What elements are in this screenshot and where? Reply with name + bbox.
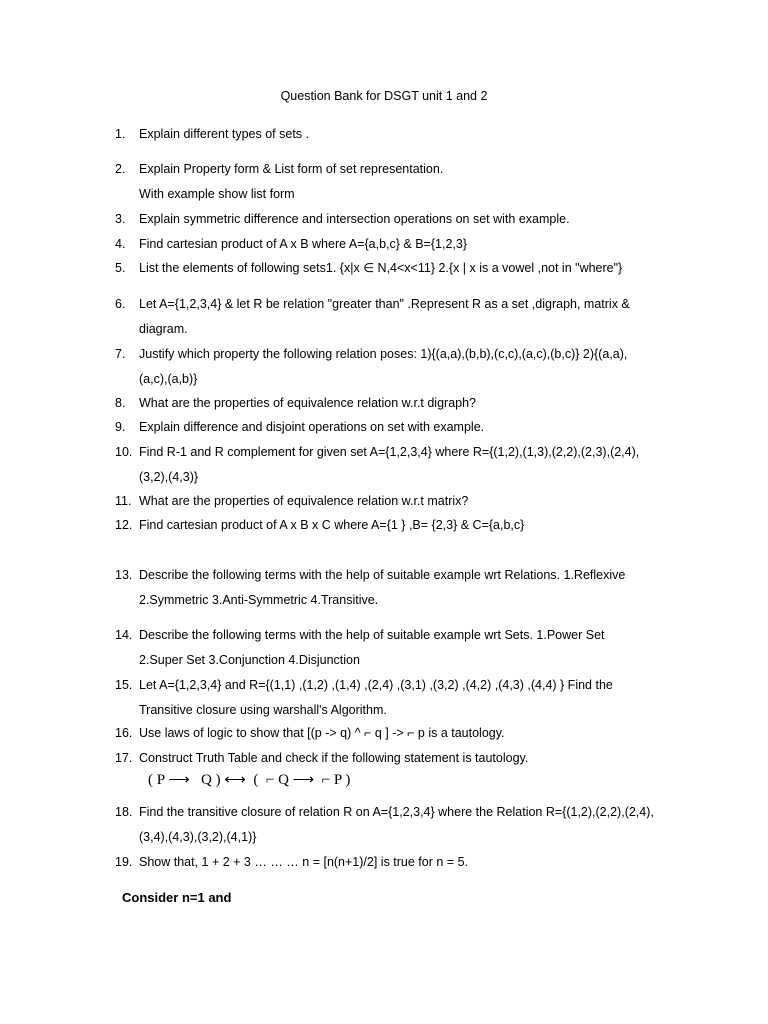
question-item — [115, 563, 675, 612]
question-item — [115, 489, 675, 514]
question-text — [139, 513, 675, 538]
question-item — [115, 513, 675, 538]
question-text — [139, 489, 675, 514]
question-number: 17. — [115, 751, 133, 765]
question-text — [139, 746, 675, 771]
question-line: Justify which property the following relation poses: 1){(a,a),(b,b),(c,c),(a,c),(b,c)} 2){(a,a), — [139, 347, 628, 361]
question-text — [139, 122, 675, 147]
question-line: (3,2),(4,3)} — [139, 469, 199, 484]
question-line: Explain difference and disjoint operations on set with example. — [139, 420, 485, 434]
question-number: 14. — [115, 628, 133, 642]
question-text — [139, 721, 675, 746]
question-item — [115, 721, 675, 746]
question-item — [115, 850, 675, 875]
question-line: 2.Super Set 3.Conjunction 4.Disjunction — [139, 652, 360, 667]
question-number: 5. — [115, 261, 126, 275]
question-number: 12. — [115, 518, 133, 532]
question-line: diagram. — [139, 321, 188, 336]
question-text — [139, 800, 675, 849]
question-item — [115, 623, 675, 672]
question-text — [139, 207, 675, 232]
question-item — [115, 415, 675, 440]
question-line: Explain symmetric difference and intersection operations on set with example. — [139, 212, 570, 226]
question-text — [139, 342, 675, 391]
question-number: 10. — [115, 445, 133, 459]
question-item — [115, 232, 675, 257]
question-line: Find the transitive closure of relation R on A={1,2,3,4} where the Relation R={(1,2),(2,2),(2,4), — [139, 805, 654, 819]
question-number: 4. — [115, 237, 126, 251]
question-number: 16. — [115, 726, 133, 740]
question-text — [139, 256, 675, 281]
question-number: 3. — [115, 212, 126, 226]
question-number: 9. — [115, 420, 126, 434]
question-line: Show that, 1 + 2 + 3 … … … n = [n(n+1)/2] is true for n = 5. — [139, 855, 468, 869]
question-number: 6. — [115, 297, 126, 311]
question-line: With example show list form — [139, 186, 295, 201]
question-text — [139, 850, 675, 875]
question-number: 8. — [115, 396, 126, 410]
question-item — [115, 292, 675, 341]
question-line: What are the properties of equivalence relation w.r.t matrix? — [139, 494, 469, 508]
question-line: Describe the following terms with the help of suitable example wrt Sets. 1.Power Set — [139, 628, 605, 642]
question-item — [115, 391, 675, 416]
question-text — [139, 563, 675, 612]
question-text — [139, 232, 675, 257]
question-line: Explain Property form & List form of set representation. — [139, 162, 444, 176]
question-number: 11. — [115, 494, 132, 508]
question-line: Use laws of logic to show that [(p -> q) ^ ⌐ q ] -> ⌐ p is a tautology. — [139, 726, 505, 740]
page-title: Question Bank for DSGT unit 1 and 2 — [280, 89, 488, 103]
question-number: 18. — [115, 805, 133, 819]
question-text — [139, 415, 675, 440]
question-item — [115, 342, 675, 391]
question-item — [115, 256, 675, 281]
question-line: Find R-1 and R complement for given set A={1,2,3,4} where R={(1,2),(1,3),(2,2),(2,3),(2,4), — [139, 445, 640, 459]
question-line: Let A={1,2,3,4} and R={(1,1) ,(1,2) ,(1,4) ,(2,4) ,(3,1) ,(3,2) ,(4,2) ,(4,3) ,(4,4) } Find the — [139, 678, 613, 692]
question-text — [139, 440, 675, 489]
question-number: 13. — [115, 568, 133, 582]
question-item — [115, 746, 675, 771]
question-item — [115, 673, 675, 722]
question-number: 15. — [115, 678, 133, 692]
question-number: 1. — [115, 127, 126, 141]
question-line: Describe the following terms with the help of suitable example wrt Relations. 1.Reflexive — [139, 568, 626, 582]
question-text — [139, 391, 675, 416]
question-item — [115, 207, 675, 232]
question-line: (a,c),(a,b)} — [139, 371, 198, 386]
question-text — [139, 673, 675, 722]
question-line: What are the properties of equivalence relation w.r.t digraph? — [139, 396, 477, 410]
question-line: Construct Truth Table and check if the following statement is tautology. — [139, 751, 529, 765]
consider-text: Consider n=1 and — [122, 890, 232, 905]
question-line: Find cartesian product of A x B x C where A={1 } ,B= {2,3} & C={a,b,c} — [139, 518, 525, 532]
question-text — [139, 292, 675, 341]
question-number: 2. — [115, 162, 126, 176]
question-text — [139, 157, 675, 206]
question-number: 19. — [115, 855, 133, 869]
question-line: Find cartesian product of A x B where A={a,b,c} & B={1,2,3} — [139, 237, 467, 251]
question-line: (3,4),(4,3),(3,2),(4,1)} — [139, 829, 257, 844]
question-line: Let A={1,2,3,4} & let R be relation "greater than" .Represent R as a set ,digraph, matrix & — [139, 297, 630, 311]
question-item — [115, 800, 675, 849]
question-line: List the elements of following sets1. {x|x ∈ N,4<x<11} 2.{x | x is a vowel ,not in "where"} — [139, 261, 623, 275]
question-item — [115, 157, 675, 206]
question-item — [115, 440, 675, 489]
question-item — [115, 122, 675, 147]
question-number: 7. — [115, 347, 126, 361]
question-text — [139, 623, 675, 672]
question-line: 2.Symmetric 3.Anti-Symmetric 4.Transitive. — [139, 592, 379, 607]
logic-formula: ( P ⟶ Q ) ⟷ ( ⌐ Q ⟶ ⌐ P ) — [148, 772, 351, 788]
question-line: Transitive closure using warshall's Algorithm. — [139, 702, 387, 717]
question-line: Explain different types of sets . — [139, 127, 310, 141]
